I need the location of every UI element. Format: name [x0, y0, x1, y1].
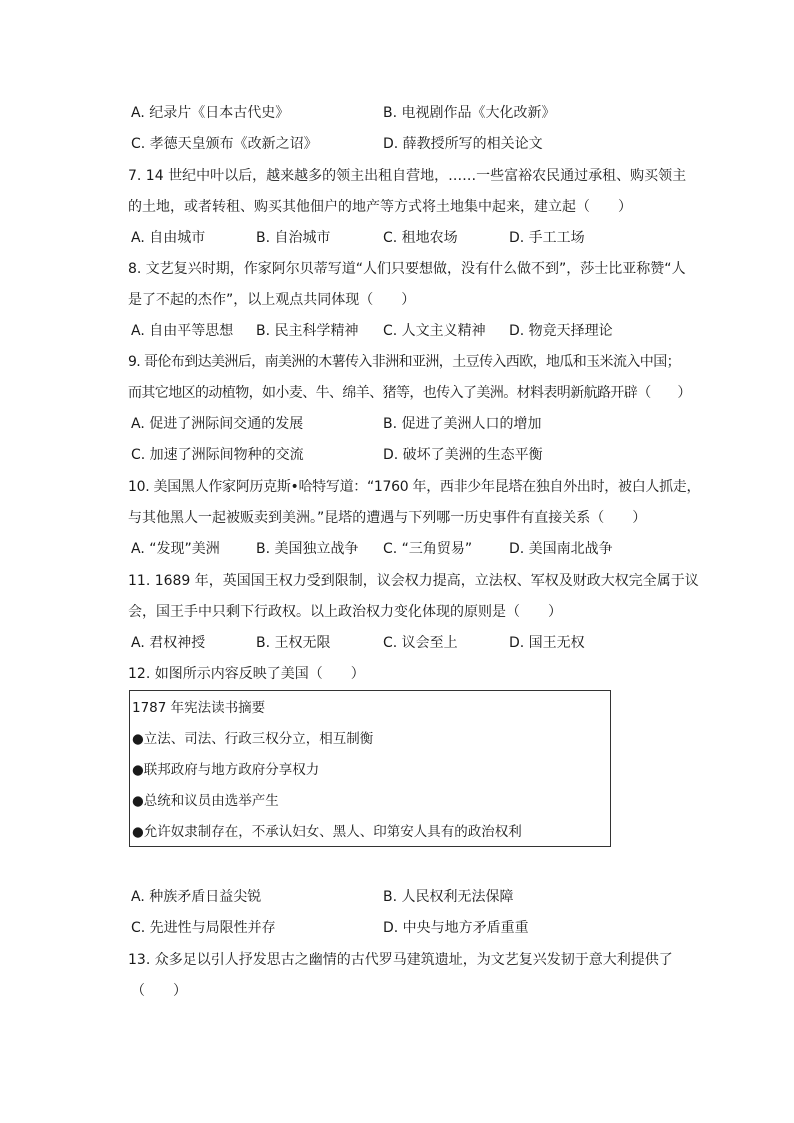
q6-option-c: C. 孝德天皇颁布《改新之诏》	[131, 136, 318, 152]
q12-option-d: D. 中央与地方矛盾重重	[383, 920, 529, 936]
q10-stem-line2: 与其他黑人一起被贩卖到美洲。”昆塔的遭遇与下列哪一历史事件有直接关系（ ）	[128, 510, 647, 526]
q10-option-c: C. “三角贸易”	[383, 541, 473, 557]
q7-option-c: C. 租地农场	[383, 230, 458, 246]
q10-stem-line1: 10. 美国黑人作家阿历克斯•哈特写道：“1760 年，西非少年昆塔在独自外出时，被白人抓走，	[128, 479, 701, 495]
q13-stem-line2: （ ）	[131, 983, 187, 999]
q12-option-b: B. 人民权利无法保障	[383, 889, 514, 905]
q9-option-d: D. 破坏了美洲的生态平衡	[383, 447, 543, 463]
q12-option-c: C. 先进性与局限性并存	[131, 920, 276, 936]
q10-option-b: B. 美国独立战争	[256, 541, 359, 557]
q11-option-a: A. 君权神授	[131, 635, 206, 651]
q13-stem-line1: 13. 众多足以引人抒发思古之幽情的古代罗马建筑遗址，为文艺复兴发韧于意大利提供了	[128, 952, 673, 968]
q9-stem-line1: 9. 哥伦布到达美洲后，南美洲的木薯传入非洲和亚洲，土豆传入西欧，地瓜和玉米流入中国；	[128, 354, 681, 370]
q9-option-b: B. 促进了美洲人口的增加	[383, 416, 542, 432]
q8-option-d: D. 物竞天择理论	[509, 323, 613, 339]
q10-option-d: D. 美国南北战争	[509, 541, 613, 557]
q7-stem-line2: 的土地，或者转租、购买其他佃户的地产等方式将土地集中起来，建立起（ ）	[128, 199, 632, 215]
box-title: 1787 年宪法读书摘要	[132, 700, 266, 716]
q7-option-d: D. 手工工场	[509, 230, 585, 246]
q11-option-c: C. 议会至上	[383, 635, 458, 651]
q7-stem-line1: 7. 14 世纪中叶以后，越来越多的领主出租自营地，……一些富裕农民通过承租、购买领主	[128, 168, 687, 184]
q6-option-a: A. 纪录片《日本古代史》	[131, 105, 290, 121]
q11-stem-line1: 11. 1689 年，英国国王权力受到限制，议会权力提高，立法权、军权及财政大权完全属于议	[128, 573, 699, 589]
box-item: ●立法、司法、行政三权分立，相互制衡	[132, 731, 374, 747]
box-item: ●总统和议员由选举产生	[132, 793, 279, 809]
q8-option-a: A. 自由平等思想	[131, 323, 234, 339]
q7-option-a: A. 自由城市	[131, 230, 206, 246]
q11-option-d: D. 国王无权	[509, 635, 585, 651]
q9-option-a: A. 促进了洲际间交通的发展	[131, 416, 304, 432]
box-item: ●联邦政府与地方政府分享权力	[132, 762, 320, 778]
q9-stem-line2: 而其它地区的动植物，如小麦、牛、绵羊、猪等，也传入了美洲。材料表明新航路开辟（ ）	[128, 385, 691, 401]
q6-option-b: B. 电视剧作品《大化改新》	[383, 105, 556, 121]
q12-stem: 12. 如图所示内容反映了美国（ ）	[128, 666, 365, 682]
q8-option-b: B. 民主科学精神	[256, 323, 359, 339]
q8-option-c: C. 人文主义精神	[383, 323, 486, 339]
q12-option-a: A. 种族矛盾日益尖锐	[131, 889, 262, 905]
q9-option-c: C. 加速了洲际间物种的交流	[131, 447, 304, 463]
q11-option-b: B. 王权无限	[256, 635, 331, 651]
constitution-summary-box	[129, 690, 611, 847]
q6-option-d: D. 薛教授所写的相关论文	[383, 136, 543, 152]
q8-stem-line1: 8. 文艺复兴时期，作家阿尔贝蒂写道“人们只要想做，没有什么做不到”，莎士比亚称赞“人	[128, 261, 686, 277]
box-item: ●允许奴隶制存在，不承认妇女、黑人、印第安人具有的政治权利	[132, 824, 522, 840]
q7-option-b: B. 自治城市	[256, 230, 331, 246]
q11-stem-line2: 会，国王手中只剩下行政权。以上政治权力变化体现的原则是（ ）	[128, 604, 562, 620]
q10-option-a: A. “发现”美洲	[131, 541, 220, 557]
q8-stem-line2: 是了不起的杰作”，以上观点共同体现（ ）	[128, 292, 416, 308]
